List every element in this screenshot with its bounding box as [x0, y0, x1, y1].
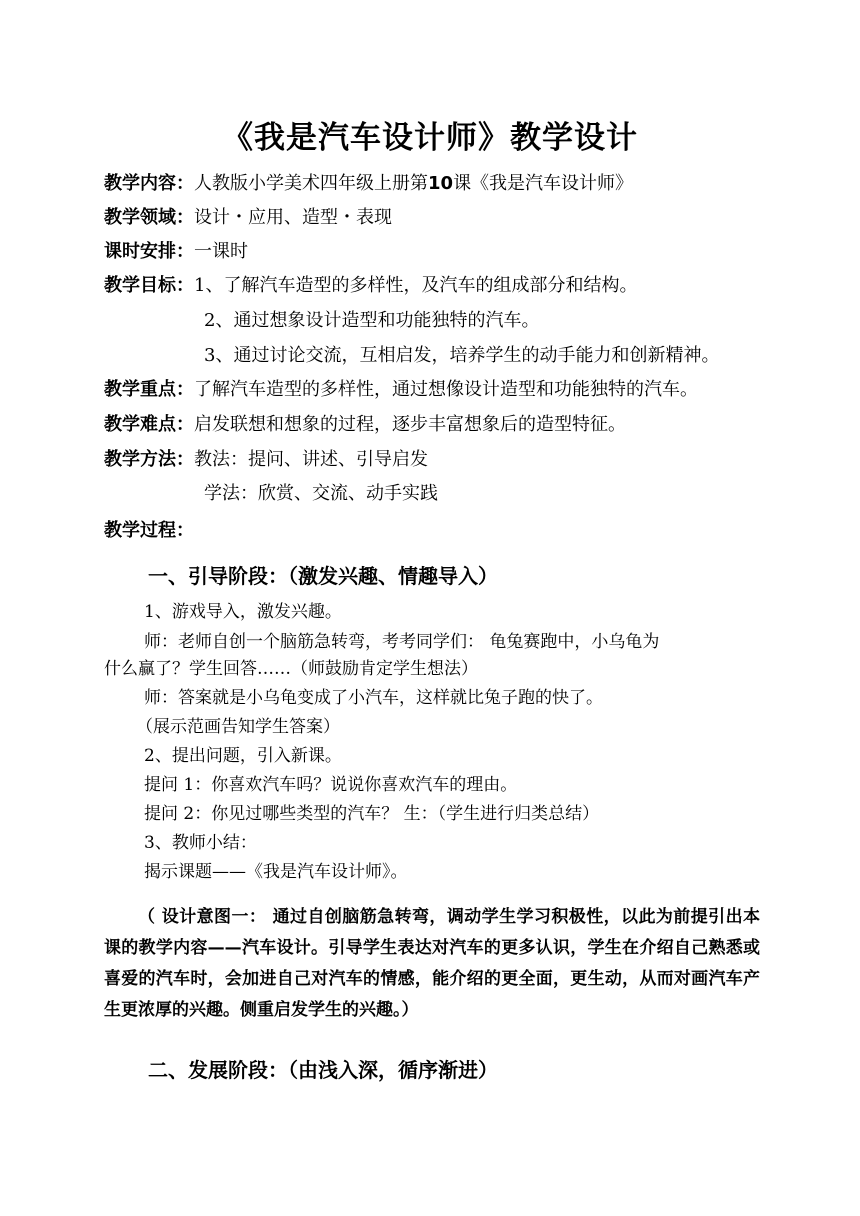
content-value-post: 课《我是汽车设计师》: [453, 173, 634, 194]
body-line: 师：老师自创一个脑筋急转弯，考考同学们： 龟兔赛跑中，小乌龟为: [144, 632, 660, 652]
body-line: 2、提出问题，引入新课。: [144, 746, 342, 766]
section1-heading: 一、引导阶段：（激发兴趣、情趣导入）: [148, 564, 498, 588]
goal-item: 1、了解汽车造型的多样性，及汽车的组成部分和结构。: [194, 275, 638, 296]
domain-label: 教学领域：: [104, 207, 194, 228]
process-row: [104, 519, 194, 543]
content-row: [104, 172, 633, 196]
difficulty-value: 启发联想和想象的过程，逐步丰富想象后的造型特征。: [194, 414, 626, 435]
schedule-value: 一课时: [194, 241, 248, 262]
goals-label: 教学目标：: [104, 275, 194, 296]
document-title: 《我是汽车设计师》教学设计: [222, 120, 638, 156]
content-label: 教学内容：: [104, 173, 194, 194]
content-value-pre: 人教版小学美术四年级上册第: [194, 173, 428, 194]
difficulty-label: 教学难点：: [104, 414, 194, 435]
method-item: 学法：欣赏、交流、动手实践: [204, 483, 438, 504]
body-line: 提问 1：你喜欢汽车吗？说说你喜欢汽车的理由。: [144, 775, 518, 795]
method-item: 教法：提问、讲述、引导启发: [194, 449, 428, 470]
body-line: 提问 2：你见过哪些类型的汽车？ 生：（学生进行归类总结）: [144, 804, 600, 824]
process-label: 教学过程：: [104, 520, 194, 541]
goal-item: 2、通过想象设计造型和功能独特的汽车。: [204, 310, 540, 331]
body-line: 1、游戏导入，激发兴趣。: [144, 602, 342, 622]
schedule-label: 课时安排：: [104, 241, 194, 262]
body-line: （展示范画告知学生答案）: [136, 717, 340, 737]
difficulty-row: [104, 413, 626, 437]
schedule-row: [104, 240, 248, 264]
body-line: 师：答案就是小乌龟变成了小汽车，这样就比兔子跑的快了。: [144, 688, 603, 708]
goals-row: [104, 274, 637, 298]
domain-row: [104, 206, 392, 230]
method-row: [104, 448, 428, 472]
body-line: 3、教师小结：: [144, 833, 257, 853]
body-line: 什么赢了？学生回答……（师鼓励肯定学生想法）: [104, 659, 478, 679]
lesson-number: 10: [428, 173, 454, 194]
key-row: [104, 378, 698, 402]
method-label: 教学方法：: [104, 449, 194, 470]
design-intent-note: （ 设计意图一： 通过自创脑筋急转弯，调动学生学习积极性，以此为前提引出本课的教学内容——汽车设计。引导学生表达对汽车的更多认识，学生在介绍自己熟悉或喜爱的汽车时，会加进自己对汽车的情感，能介绍的更全面，更生动，从而对画汽车产生更浓厚的兴趣。侧重启发学生的兴趣。）: [104, 907, 760, 1020]
domain-value: 设计・应用、造型・表现: [194, 207, 392, 228]
key-label: 教学重点：: [104, 379, 194, 400]
goal-item: 3、通过讨论交流，互相启发，培养学生的动手能力和创新精神。: [204, 345, 720, 366]
key-value: 了解汽车造型的多样性，通过想像设计造型和功能独特的汽车。: [194, 379, 698, 400]
body-line: 揭示课题——《我是汽车设计师》。: [144, 862, 408, 882]
section2-heading: 二、发展阶段：（由浅入深，循序渐进）: [148, 1058, 498, 1082]
